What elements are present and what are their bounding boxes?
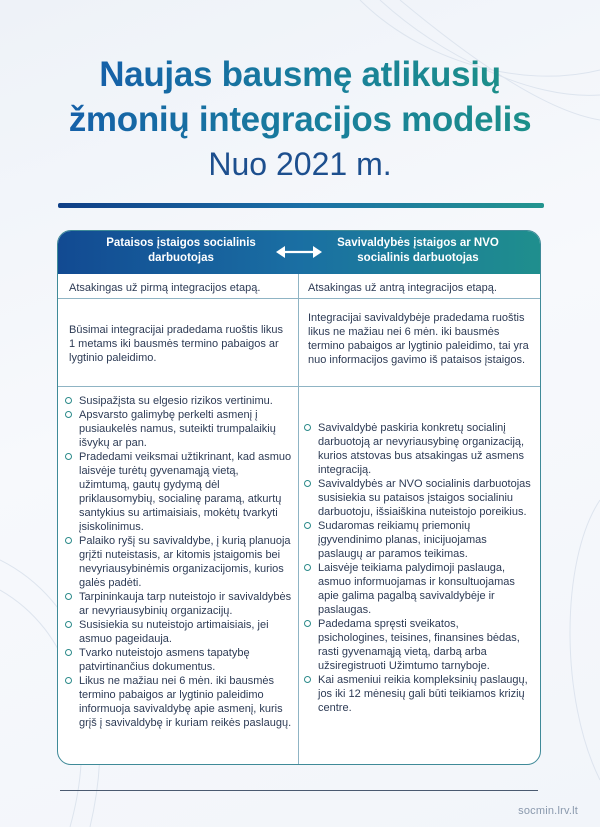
table-header (58, 231, 541, 274)
list-item-text: Savivaldybės ar NVO socialinis darbuotojas susisiekia su pataisos įstaigos socialiniu darbuotoju, išsiaiškina nuteistojo poreikius. (318, 478, 531, 518)
page-title-line-2: žmonių integracijos modelis (68, 100, 532, 139)
bullet-circle-icon (304, 620, 311, 627)
row1-left: Atsakingas už pirmą integracijos etapą. (69, 282, 261, 294)
list-item (58, 618, 292, 646)
list-item-text: Pradedami veiksmai užtikrinant, kad asmuo laisvėje turėtų gyvenamąją vietą, užimtumą, gautų gydymą dėl priklausomybių, socialinę paramą, atkurtų santykius su artimaisiais, mokėtų tvarkyti įsiskolinimus. (79, 451, 292, 533)
list-item (58, 646, 292, 674)
page-subtitle: Nuo 2021 m. (208, 146, 392, 182)
list-item-text: Laisvėje teikiama palydimoji paslauga, asmuo informuojamas ir konsultuojamas apie galima pagalbą savivaldybėje ir paslaugas. (318, 562, 515, 616)
list-item (58, 394, 292, 408)
row3-left-list (58, 394, 292, 730)
row-divider (58, 386, 541, 387)
list-item-text: Tarpininkauja tarp nuteistojo ir savivaldybės ar nevyriausybinių organizacijų. (79, 591, 292, 617)
list-item-text: Padedama spręsti sveikatos, psichologines, teisines, finansines bėdas, rasti gyvenamąją vietą, darbą arba užsiregistruoti Užimtumo tarnyboje. (318, 618, 520, 672)
list-item (297, 617, 531, 673)
bullet-circle-icon (65, 453, 72, 460)
row-divider (58, 298, 541, 299)
row2-right: Integracijai savivaldybėje pradedama ruoštis likus ne mažiau nei 6 mėn. iki bausmės termino pabaigos ar lygtinio paleidimo, tai yra nuo informacijos gavimo iš pataisos įstaigos. (308, 312, 529, 366)
bullet-circle-icon (304, 424, 311, 431)
bullet-circle-icon (304, 522, 311, 529)
list-item-text: Tvarko nuteistojo asmens tapatybę patvirtinančius dokumentus. (79, 647, 250, 673)
list-item (58, 408, 292, 450)
list-item (297, 519, 531, 561)
page-title-line-1: Naujas bausmę atlikusių (99, 55, 501, 94)
list-item (297, 477, 531, 519)
list-item-text: Likus ne mažiau nei 6 mėn. iki bausmės termino pabaigos ar lygtinio paleidimo informuoja savivaldybę apie asmenį, kuris grįš į savivaldybę ir kuriam reikės paslaugų. (79, 675, 292, 729)
bullet-circle-icon (65, 649, 72, 656)
list-item-text: Susisiekia su nuteistojo artimaisiais, jei asmuo pageidauja. (79, 619, 269, 645)
list-item-text: Susipažįsta su elgesio rizikos vertinimu. (79, 395, 273, 407)
bullet-circle-icon (65, 397, 72, 404)
bullet-circle-icon (304, 480, 311, 487)
row1-right: Atsakingas už antrą integracijos etapą. (308, 282, 497, 294)
list-item-text: Sudaromas reikiamų priemonių įgyvendinimo planas, inicijuojamas paslaugų ar paramos teikimas. (318, 520, 487, 560)
list-item (58, 674, 292, 730)
list-item (58, 450, 292, 534)
bullet-circle-icon (65, 537, 72, 544)
list-item (297, 421, 531, 477)
list-item (297, 673, 531, 715)
bullet-circle-icon (304, 564, 311, 571)
list-item-text: Savivaldybė paskiria konkretų socialinį darbuotoją ar nevyriausybinę organizaciją, kurios atstovas bus atsakingas už asmens integraciją. (318, 422, 525, 476)
list-item (297, 561, 531, 617)
list-item-text: Kai asmeniui reikia kompleksinių paslaugų, jos iki 12 mėnesių gali būti teikiamos krizių centre. (318, 674, 528, 714)
list-item-text: Apsvarsto galimybę perkelti asmenį į pusiaukelės namus, suteikti trumpalaikių išvykų ar pan. (79, 409, 276, 449)
bullet-circle-icon (65, 677, 72, 684)
bullet-circle-icon (65, 593, 72, 600)
header-right: Savivaldybės įstaigos ar NVO socialinis darbuotojas (337, 237, 499, 264)
title-underline-bar (58, 203, 544, 208)
bullet-circle-icon (304, 676, 311, 683)
footer-divider (60, 790, 538, 791)
list-item (58, 590, 292, 618)
bullet-circle-icon (65, 621, 72, 628)
row2-left: Būsimai integracijai pradedama ruoštis likus 1 metams iki bausmės termino pabaigos ar lygtinio paleidimo. (69, 324, 283, 364)
list-item (58, 534, 292, 590)
list-item-text: Palaiko ryšį su savivaldybe, į kurią planuoja grįžti nuteistasis, ar kitomis įstaigomis bei nevyriausybinėmis organizacijomis, kurios galės padėti. (79, 535, 291, 589)
comparison-table (57, 230, 541, 765)
bullet-circle-icon (65, 411, 72, 418)
footer-url: socmin.lrv.lt (518, 805, 578, 817)
row3-right-list (297, 421, 531, 715)
header-left: Pataisos įstaigos socialinis darbuotojas (106, 237, 256, 264)
